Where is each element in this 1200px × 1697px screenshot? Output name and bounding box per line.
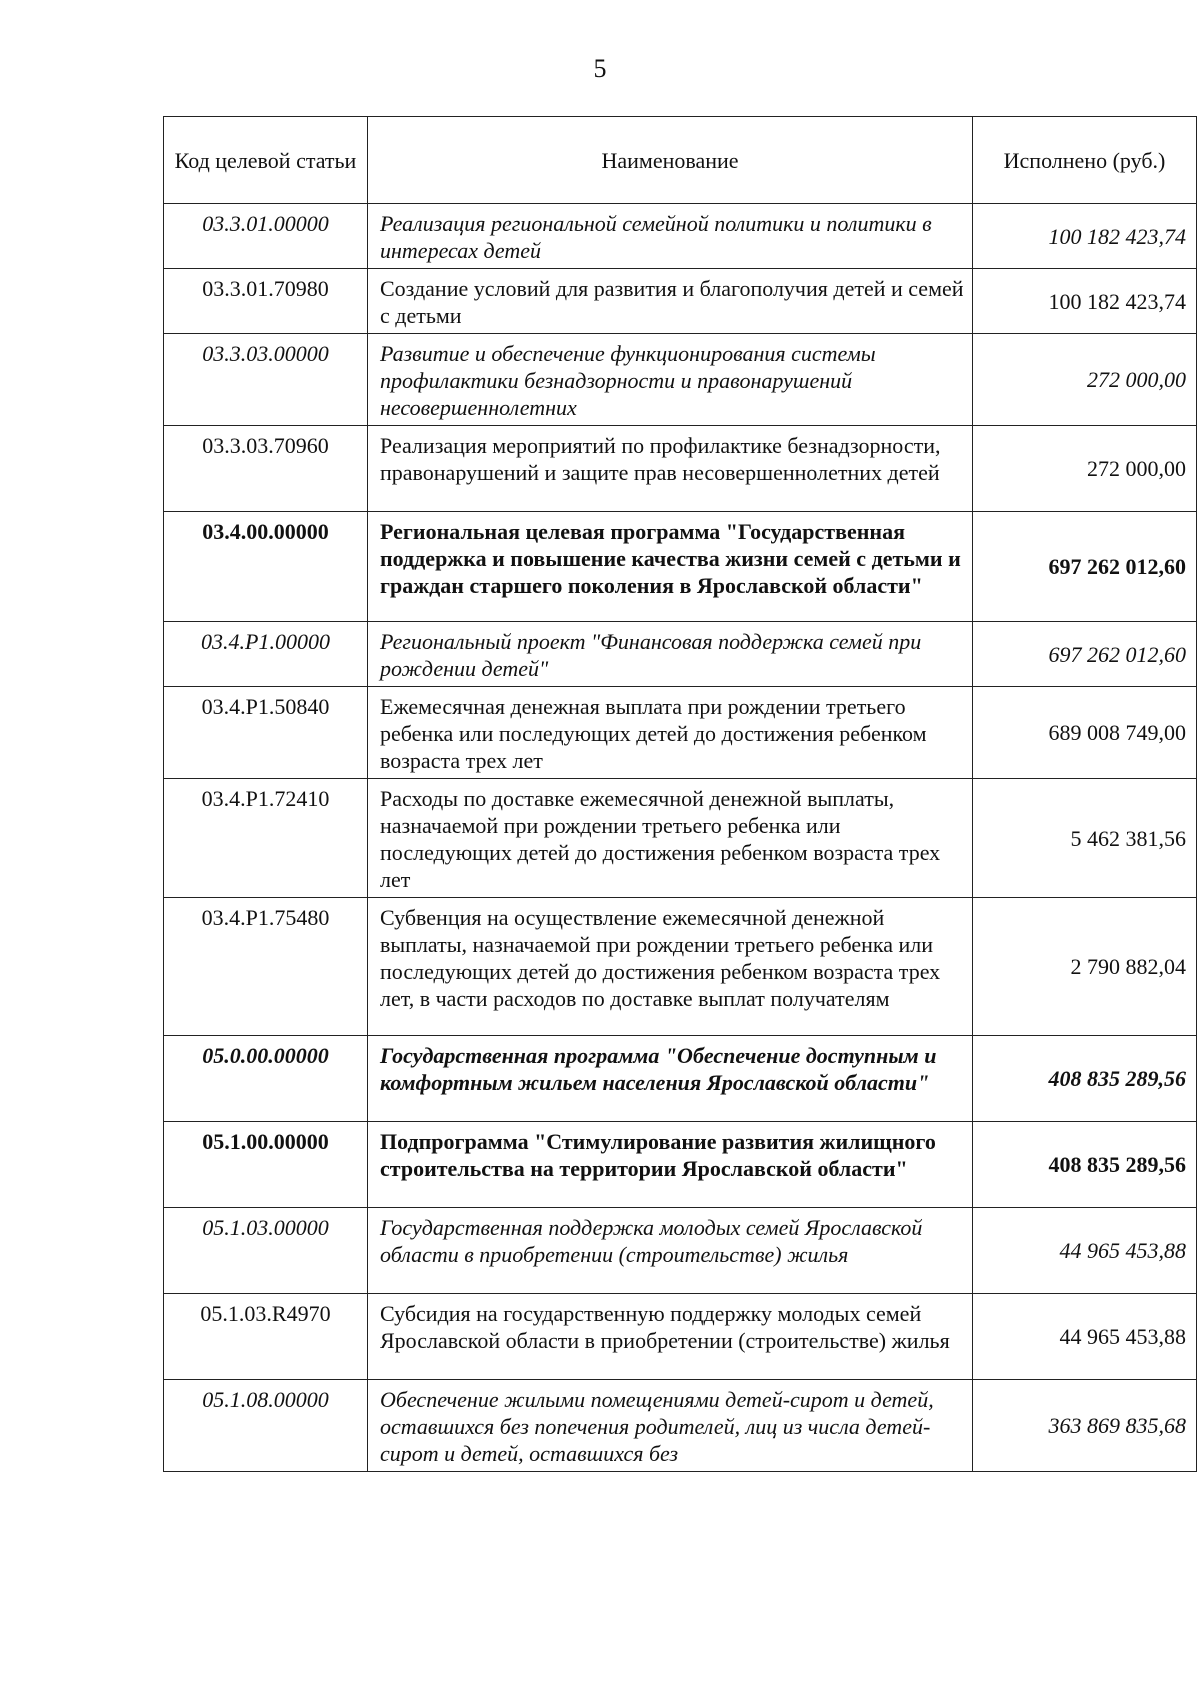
header-name: Наименование: [368, 117, 973, 204]
row-code: 03.3.01.00000: [164, 204, 368, 269]
table-row: [164, 898, 1197, 1036]
row-code: 03.3.03.00000: [164, 334, 368, 426]
row-code: 05.1.03.00000: [164, 1208, 368, 1294]
row-amount: 100 182 423,74: [973, 204, 1197, 269]
row-code: 05.1.00.00000: [164, 1122, 368, 1208]
row-code: 05.1.03.R4970: [164, 1294, 368, 1380]
row-amount: 272 000,00: [973, 334, 1197, 426]
table-row: [164, 334, 1197, 426]
table-row: [164, 1208, 1197, 1294]
table-row: [164, 1122, 1197, 1208]
row-name: Субвенция на осуществление ежемесячной денежной выплаты, назначаемой при рождении третьего ребенка или последующих детей до достижения ребенком возраста трех лет, в части расходов по доставке выплат получателям: [368, 898, 973, 1036]
row-code: 03.4.00.00000: [164, 512, 368, 622]
row-name: Расходы по доставке ежемесячной денежной выплаты, назначаемой при рождении третьего ребенка или последующих детей до достижения ребенком возраста трех лет: [368, 779, 973, 898]
row-name: Реализация мероприятий по профилактике безнадзорности, правонарушений и защите прав несовершеннолетних детей: [368, 426, 973, 512]
row-amount: 408 835 289,56: [973, 1036, 1197, 1122]
page-number: 5: [593, 54, 607, 83]
header-amount: Исполнено (руб.): [973, 117, 1197, 204]
budget-execution-table: [163, 116, 1197, 1472]
row-name: Реализация региональной семейной политики и политики в интересах детей: [368, 204, 973, 269]
table-row: [164, 269, 1197, 334]
row-code: 03.4.P1.00000: [164, 622, 368, 687]
row-amount: 44 965 453,88: [973, 1208, 1197, 1294]
row-name: Субсидия на государственную поддержку молодых семей Ярославской области в приобретении (строительстве) жилья: [368, 1294, 973, 1380]
row-amount: 689 008 749,00: [973, 687, 1197, 779]
row-amount: 2 790 882,04: [973, 898, 1197, 1036]
table-row: [164, 1036, 1197, 1122]
row-amount: 697 262 012,60: [973, 622, 1197, 687]
header-code: Код целевой статьи: [164, 117, 368, 204]
row-name: Создание условий для развития и благополучия детей и семей с детьми: [368, 269, 973, 334]
table-row: [164, 1380, 1197, 1472]
row-amount: 44 965 453,88: [973, 1294, 1197, 1380]
row-name: Государственная поддержка молодых семей Ярославской области в приобретении (строительстве) жилья: [368, 1208, 973, 1294]
row-code: 03.3.01.70980: [164, 269, 368, 334]
row-code: 05.0.00.00000: [164, 1036, 368, 1122]
row-name: Региональная целевая программа "Государственная поддержка и повышение качества жизни семей с детьми и граждан старшего поколения в Ярославской области": [368, 512, 973, 622]
table-row: [164, 204, 1197, 269]
row-code: 03.4.P1.75480: [164, 898, 368, 1036]
table-header-row: [164, 117, 1197, 204]
row-amount: 363 869 835,68: [973, 1380, 1197, 1472]
row-amount: 5 462 381,56: [973, 779, 1197, 898]
row-name: Ежемесячная денежная выплата при рождении третьего ребенка или последующих детей до достижения ребенком возраста трех лет: [368, 687, 973, 779]
row-code: 03.4.P1.72410: [164, 779, 368, 898]
table-row: [164, 512, 1197, 622]
row-amount: 408 835 289,56: [973, 1122, 1197, 1208]
row-amount: 100 182 423,74: [973, 269, 1197, 334]
table-body: [164, 204, 1197, 1472]
table-row: [164, 779, 1197, 898]
row-name: Региональный проект "Финансовая поддержка семей при рождении детей": [368, 622, 973, 687]
row-code: 03.3.03.70960: [164, 426, 368, 512]
table-row: [164, 426, 1197, 512]
table-row: [164, 687, 1197, 779]
row-name: Обеспечение жилыми помещениями детей-сирот и детей, оставшихся без попечения родителей, лиц из числа детей-сирот и детей, оставшихся без: [368, 1380, 973, 1472]
row-name: Подпрограмма "Стимулирование развития жилищного строительства на территории Ярославской области": [368, 1122, 973, 1208]
table-row: [164, 622, 1197, 687]
row-code: 03.4.P1.50840: [164, 687, 368, 779]
row-amount: 697 262 012,60: [973, 512, 1197, 622]
row-amount: 272 000,00: [973, 426, 1197, 512]
row-code: 05.1.08.00000: [164, 1380, 368, 1472]
row-name: Развитие и обеспечение функционирования системы профилактики безнадзорности и правонарушений несовершеннолетних: [368, 334, 973, 426]
table-row: [164, 1294, 1197, 1380]
row-name: Государственная программа "Обеспечение доступным и комфортным жильем населения Ярославской области": [368, 1036, 973, 1122]
